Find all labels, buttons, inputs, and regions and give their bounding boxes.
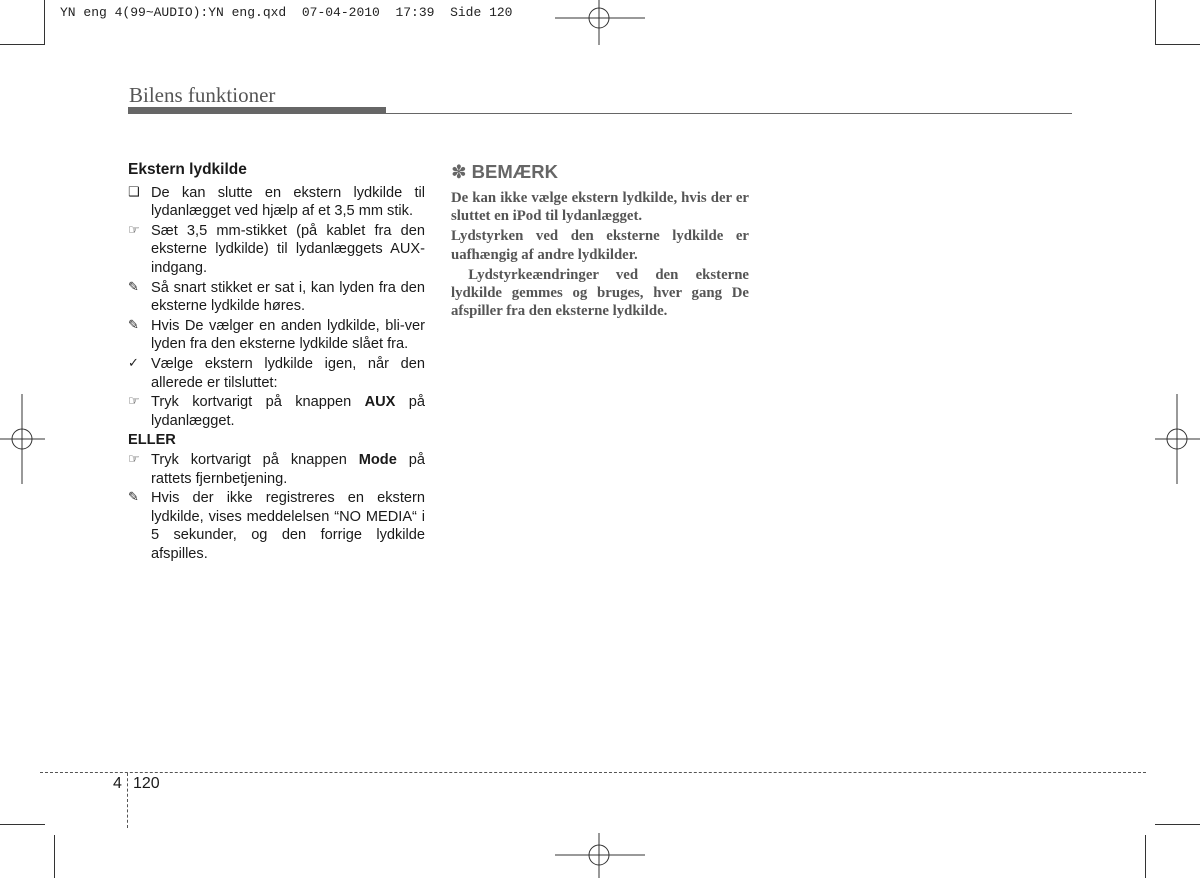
checkmark-icon: ✓ bbox=[128, 355, 139, 371]
pencil-icon: ✎ bbox=[128, 490, 139, 506]
aux-button-label: AUX bbox=[364, 394, 396, 411]
mode-button-label: Mode bbox=[358, 451, 397, 468]
list-item-text: Vælge ekstern lydkilde igen, når den allerede er tilsluttet: bbox=[151, 355, 425, 391]
list-item-text: De kan slutte en ekstern lydkilde til lydanlægget ved hjælp af et 3,5 mm stik. bbox=[151, 184, 425, 220]
text-fragment: Tryk kortvarigt på knappen bbox=[151, 451, 359, 468]
crop-mark bbox=[0, 44, 45, 45]
asterisk-icon: ✽ bbox=[451, 162, 467, 183]
list-item-text bbox=[151, 393, 425, 430]
list-item-text: Så snart stikket er sat i, kan lyden fra den eksterne lydkilde høres. bbox=[151, 279, 425, 315]
section-title: Bilens funktioner bbox=[129, 83, 276, 107]
note-title-text: BEMÆRK bbox=[471, 161, 558, 182]
list-item bbox=[128, 393, 425, 430]
list-item bbox=[128, 489, 425, 563]
list-item bbox=[128, 279, 425, 316]
note-paragraph: De kan ikke vælge ekstern lydkilde, hvis der er sluttet en iPod til lydanlægget. bbox=[451, 190, 749, 225]
text-fragment: på lydanlægget. bbox=[151, 394, 425, 429]
crop-mark bbox=[1145, 835, 1146, 878]
pencil-icon: ✎ bbox=[128, 279, 139, 295]
header-rule-thin bbox=[386, 113, 1072, 114]
eller-label: ELLER bbox=[128, 432, 176, 449]
section-heading: Ekstern lydkilde bbox=[128, 161, 247, 178]
page-number: 120 bbox=[133, 775, 160, 792]
crop-mark bbox=[44, 0, 45, 45]
text-fragment: Tryk kortvarigt på knappen bbox=[151, 394, 365, 411]
note-box bbox=[451, 161, 753, 322]
pointing-hand-icon: ☞ bbox=[128, 394, 140, 410]
footer-dashed-rule bbox=[40, 772, 1146, 773]
list-item bbox=[128, 451, 425, 488]
pointing-hand-icon: ☞ bbox=[128, 222, 140, 238]
pointing-hand-icon: ☞ bbox=[128, 451, 140, 467]
crop-mark bbox=[1155, 44, 1200, 45]
list-item bbox=[128, 355, 425, 392]
print-slug: YN eng 4(99~AUDIO):YN eng.qxd 07-04-2010 17:39 Side 120 bbox=[60, 5, 513, 20]
list-item bbox=[128, 317, 425, 354]
registration-mark-icon bbox=[555, 0, 645, 45]
chapter-number: 4 bbox=[113, 775, 122, 792]
list-item bbox=[128, 222, 425, 278]
header-rule-thick bbox=[128, 107, 386, 114]
registration-mark-icon bbox=[1155, 394, 1200, 484]
crop-mark bbox=[0, 824, 45, 825]
list-item-text bbox=[151, 451, 425, 488]
list-item-text: Hvis der ikke registreres en ekstern lydkilde, vises meddelelsen “NO MEDIA“ i 5 sekunder, og den forrige lydkilde afspilles. bbox=[151, 490, 425, 562]
left-column bbox=[128, 161, 425, 564]
footer-dashed-divider bbox=[127, 773, 128, 828]
list-item bbox=[128, 184, 425, 221]
registration-mark-icon bbox=[555, 833, 645, 878]
list-item-text: Sæt 3,5 mm-stikket (på kablet fra den eksterne lydkilde) til lydanlæggets AUX-indgang. bbox=[151, 222, 425, 276]
registration-mark-icon bbox=[0, 394, 45, 484]
note-paragraph: Lydstyrkeændringer ved den eksterne lydkilde gemmes og bruges, hver gang De afspiller fra den eksterne lydkilde. bbox=[451, 266, 753, 320]
pencil-icon: ✎ bbox=[128, 317, 139, 333]
note-paragraph: Lydstyrken ved den eksterne lydkilde er uafhængig af andre lydkilder. bbox=[451, 228, 749, 263]
text-fragment: på rattets fjernbetjening. bbox=[151, 451, 425, 487]
crop-mark bbox=[1155, 0, 1156, 45]
square-bullet-icon: ❑ bbox=[128, 184, 140, 200]
crop-mark bbox=[1155, 824, 1200, 825]
crop-mark bbox=[54, 835, 55, 878]
list-item-text: Hvis De vælger en anden lydkilde, bli-ver lyden fra den eksterne lydkilde slået fra. bbox=[151, 317, 425, 353]
note-title bbox=[451, 161, 749, 183]
